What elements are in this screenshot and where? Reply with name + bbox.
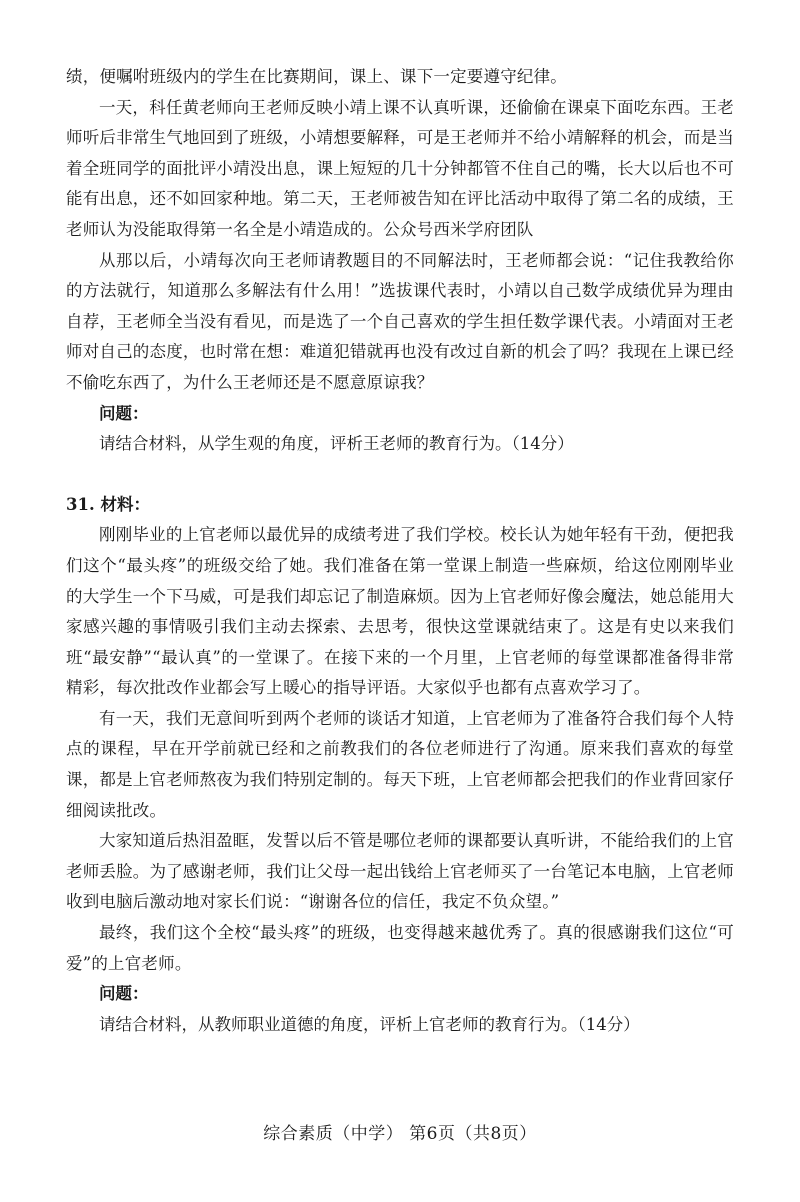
paragraph-continuation: 绩，便嘱咐班级内的学生在比赛期间，课上、课下一定要遵守纪律。 bbox=[66, 67, 567, 86]
paragraph: 有一天，我们无意间听到两个老师的谈话才知道，上官老师为了准备符合我们每个人特点的课程，早在开学前就已经和之前教我们的各位老师进行了沟通。原来我们喜欢的每堂课，都是上官老师熬夜为我们特别定制的。每天下班，上官老师都会把我们的作业背回家仔细阅读批改。 bbox=[66, 708, 734, 820]
question-label: 问题： bbox=[99, 984, 149, 1004]
section-gap bbox=[66, 460, 734, 490]
page-footer: 综合素质（中学） 第6页（共8页） bbox=[263, 1124, 537, 1144]
question-31-heading: 31. 材料： bbox=[66, 494, 150, 514]
question-text: 请结合材料，从学生观的角度，评析王老师的教育行为。（14分） bbox=[99, 434, 574, 454]
paragraph: 大家知道后热泪盈眶，发誓以后不管是哪位老师的课都要认真听讲，不能给我们的上官老师丢脸。为了感谢老师，我们让父母一起出钱给上官老师买了一台笔记本电脑，上官老师收到电脑后激动地对家长们说：“谢谢各位的信任，我定不负众望。” bbox=[66, 831, 734, 912]
paragraph: 从那以后，小靖每次向王老师请教题目的不同解法时，王老师都会说：“记住我教给你的方法就行，知道那么多解法有什么用！”选拔课代表时，小靖以自己数学成绩优异为理由自荐，王老师全当没有看见，而是选了一个自己喜欢的学生担任数学课代表。小靖面对王老师对自己的态度，也时常在想：难道犯错就再也没有改过自新的机会了吗？我现在上课已经不偷吃东西了，为什么王老师还是不愿意原谅我？ bbox=[66, 250, 734, 392]
paragraph: 刚刚毕业的上官老师以最优异的成绩考进了我们学校。校长认为她年轻有干劲，便把我们这个“最头疼”的班级交给了她。我们准备在第一堂课上制造一些麻烦，给这位刚刚毕业的大学生一个下马威，可是我们却忘记了制造麻烦。因为上官老师好像会魔法，她总能用大家感兴趣的事情吸引我们主动去探索、去思考，很快这堂课就结束了。这是有史以来我们班“最安静”“最认真”的一堂课了。在接下来的一个月里，上官老师的每堂课都准备得非常精彩，每次批改作业都会写上暖心的指导评语。大家似乎也都有点喜欢学习了。 bbox=[66, 525, 734, 698]
document-page bbox=[66, 62, 734, 1040]
paragraph: 最终，我们这个全校“最头疼”的班级，也变得越来越优秀了。真的很感谢我们这位“可爱”的上官老师。 bbox=[66, 923, 734, 973]
question-text: 请结合材料，从教师职业道德的角度，评析上官老师的教育行为。（14分） bbox=[99, 1014, 640, 1034]
paragraph: 一天，科任黄老师向王老师反映小靖上课不认真听课，还偷偷在课桌下面吃东西。王老师听后非常生气地回到了班级，小靖想要解释，可是王老师并不给小靖解释的机会，而是当着全班同学的面批评小靖没出息，课上短短的几十分钟都管不住自己的嘴，长大以后也不可能有出息，还不如回家种地。第二天，王老师被告知在评比活动中取得了第二名的成绩，王老师认为没能取得第一名全是小靖造成的。公众号西米学府团队 bbox=[66, 97, 734, 239]
question-label: 问题： bbox=[99, 403, 149, 423]
